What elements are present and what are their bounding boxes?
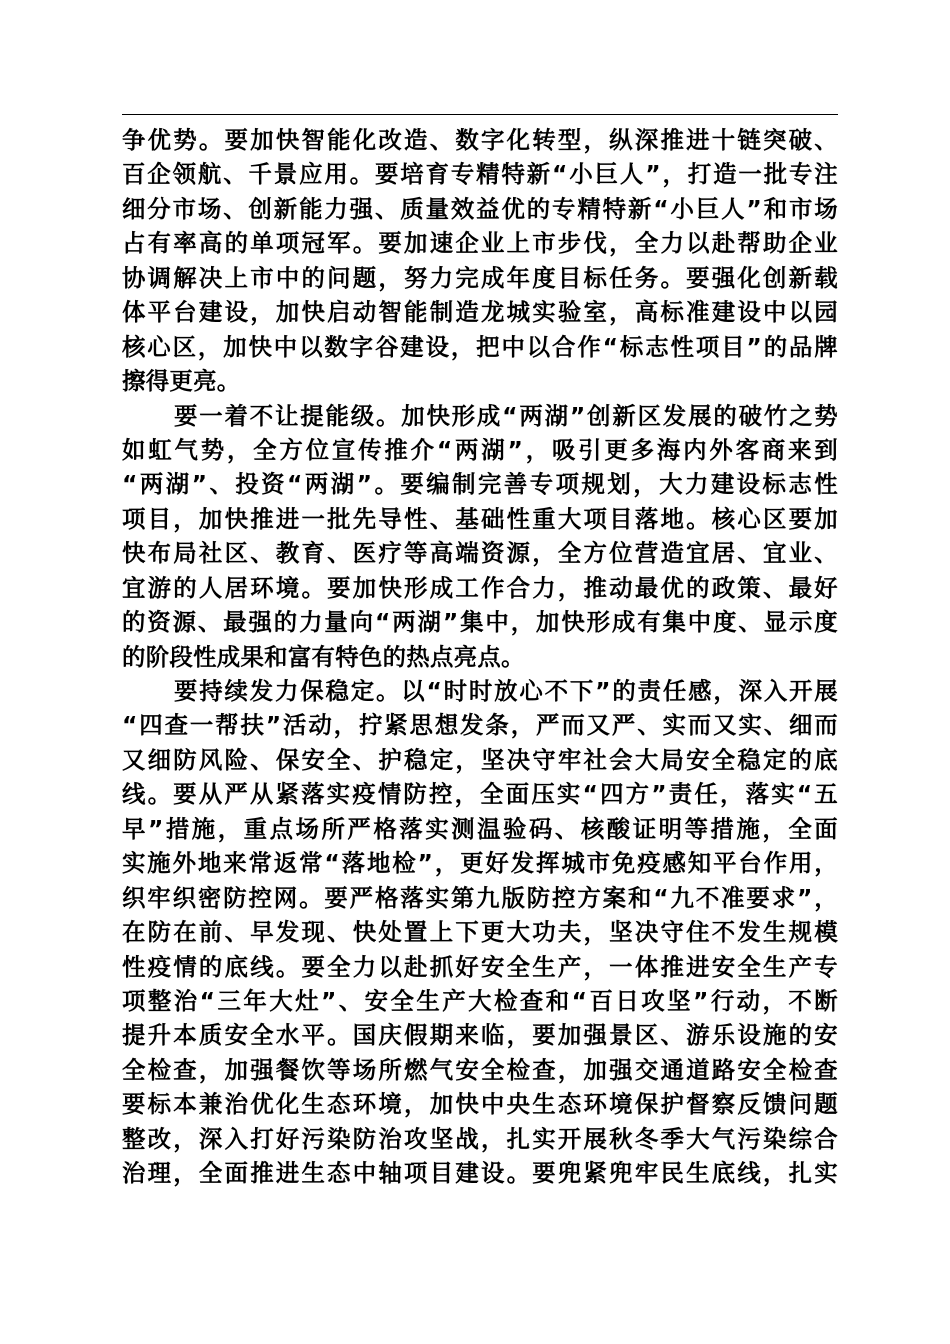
text-line: 如虹气势，全方位宣传推介“两湖”，吸引更多海内外客商来到 [122, 435, 838, 464]
text-line: 体平台建设，加快启动智能制造龙城实验室，高标准建设中以园 [122, 298, 838, 327]
text-line: 宜游的人居环境。要加快形成工作合力，推动最优的政策、最好 [122, 573, 838, 602]
text-line: 要标本兼治优化生态环境，加快中央生态环境保护督察反馈问题 [122, 1090, 838, 1119]
body-text [122, 123, 838, 1191]
header-rule [122, 114, 838, 115]
text-line: 核心区，加快中以数字谷建设，把中以合作“标志性项目”的品牌 [122, 332, 838, 361]
text-line: 争优势。要加快智能化改造、数字化转型，纵深推进十链突破、 [122, 126, 838, 154]
text-line: 项目，加快推进一批先导性、基础性重大项目落地。核心区要加 [122, 504, 838, 533]
text-line: 百企领航、千景应用。要培育专精特新“小巨人”，打造一批专注 [122, 160, 838, 189]
text-line: “两湖”、投资“两湖”。要编制完善专项规划，大力建设标志性 [122, 470, 838, 499]
text-line: 在防在前、早发现、快处置上下更大功夫，坚决守住不发生规模 [122, 918, 838, 947]
paragraph-first-line: 要一着不让提能级。加快形成“两湖”创新区发展的破竹之势 [174, 401, 838, 430]
text-line: 擦得更亮。 [122, 367, 241, 396]
text-line: 早”措施，重点场所严格落实测温验码、核酸证明等措施，全面 [122, 814, 838, 843]
text-line: 全检查，加强餐饮等场所燃气安全检查，加强交通道路安全检查 [122, 1055, 838, 1084]
text-line: 提升本质安全水平。国庆假期来临，要加强景区、游乐设施的安 [122, 1021, 838, 1050]
text-line: 快布局社区、教育、医疗等高端资源，全方位营造宜居、宜业、 [122, 539, 838, 568]
text-line: 细分市场、创新能力强、质量效益优的专精特新“小巨人”和市场 [122, 194, 838, 223]
text-line: “四查一帮扶”活动，拧紧思想发条，严而又严、实而又实、细而 [122, 711, 838, 740]
text-line: 占有率高的单项冠军。要加速企业上市步伐，全力以赴帮助企业 [122, 229, 838, 258]
paragraph-first-line: 要持续发力保稳定。以“时时放心不下”的责任感，深入开展 [174, 677, 838, 705]
text-line: 实施外地来常返常“落地检”，更好发挥城市免疫感知平台作用， [122, 849, 838, 878]
text-line: 线。要从严从紧落实疫情防控，全面压实“四方”责任，落实“五 [122, 780, 838, 809]
text-line: 的资源、最强的力量向“两湖”集中，加快形成有集中度、显示度 [122, 608, 838, 637]
text-line: 项整治“三年大灶”、安全生产大检查和“百日攻坚”行动，不断 [122, 986, 838, 1015]
text-line: 协调解决上市中的问题，努力完成年度目标任务。要强化创新载 [122, 263, 838, 292]
text-line: 整改，深入打好污染防治攻坚战，扎实开展秋冬季大气污染综合 [122, 1124, 838, 1153]
text-line: 又细防风险、保安全、护稳定，坚决守牢社会大局安全稳定的底 [122, 745, 838, 774]
text-line: 织牢织密防控网。要严格落实第九版防控方案和“九不准要求”， [122, 883, 838, 912]
text-line: 的阶段性成果和富有特色的热点亮点。 [122, 642, 525, 671]
text-line: 治理，全面推进生态中轴项目建设。要兜紧兜牢民生底线，扎实 [122, 1159, 838, 1188]
text-line: 性疫情的底线。要全力以赴抓好安全生产，一体推进安全生产专 [122, 952, 838, 981]
